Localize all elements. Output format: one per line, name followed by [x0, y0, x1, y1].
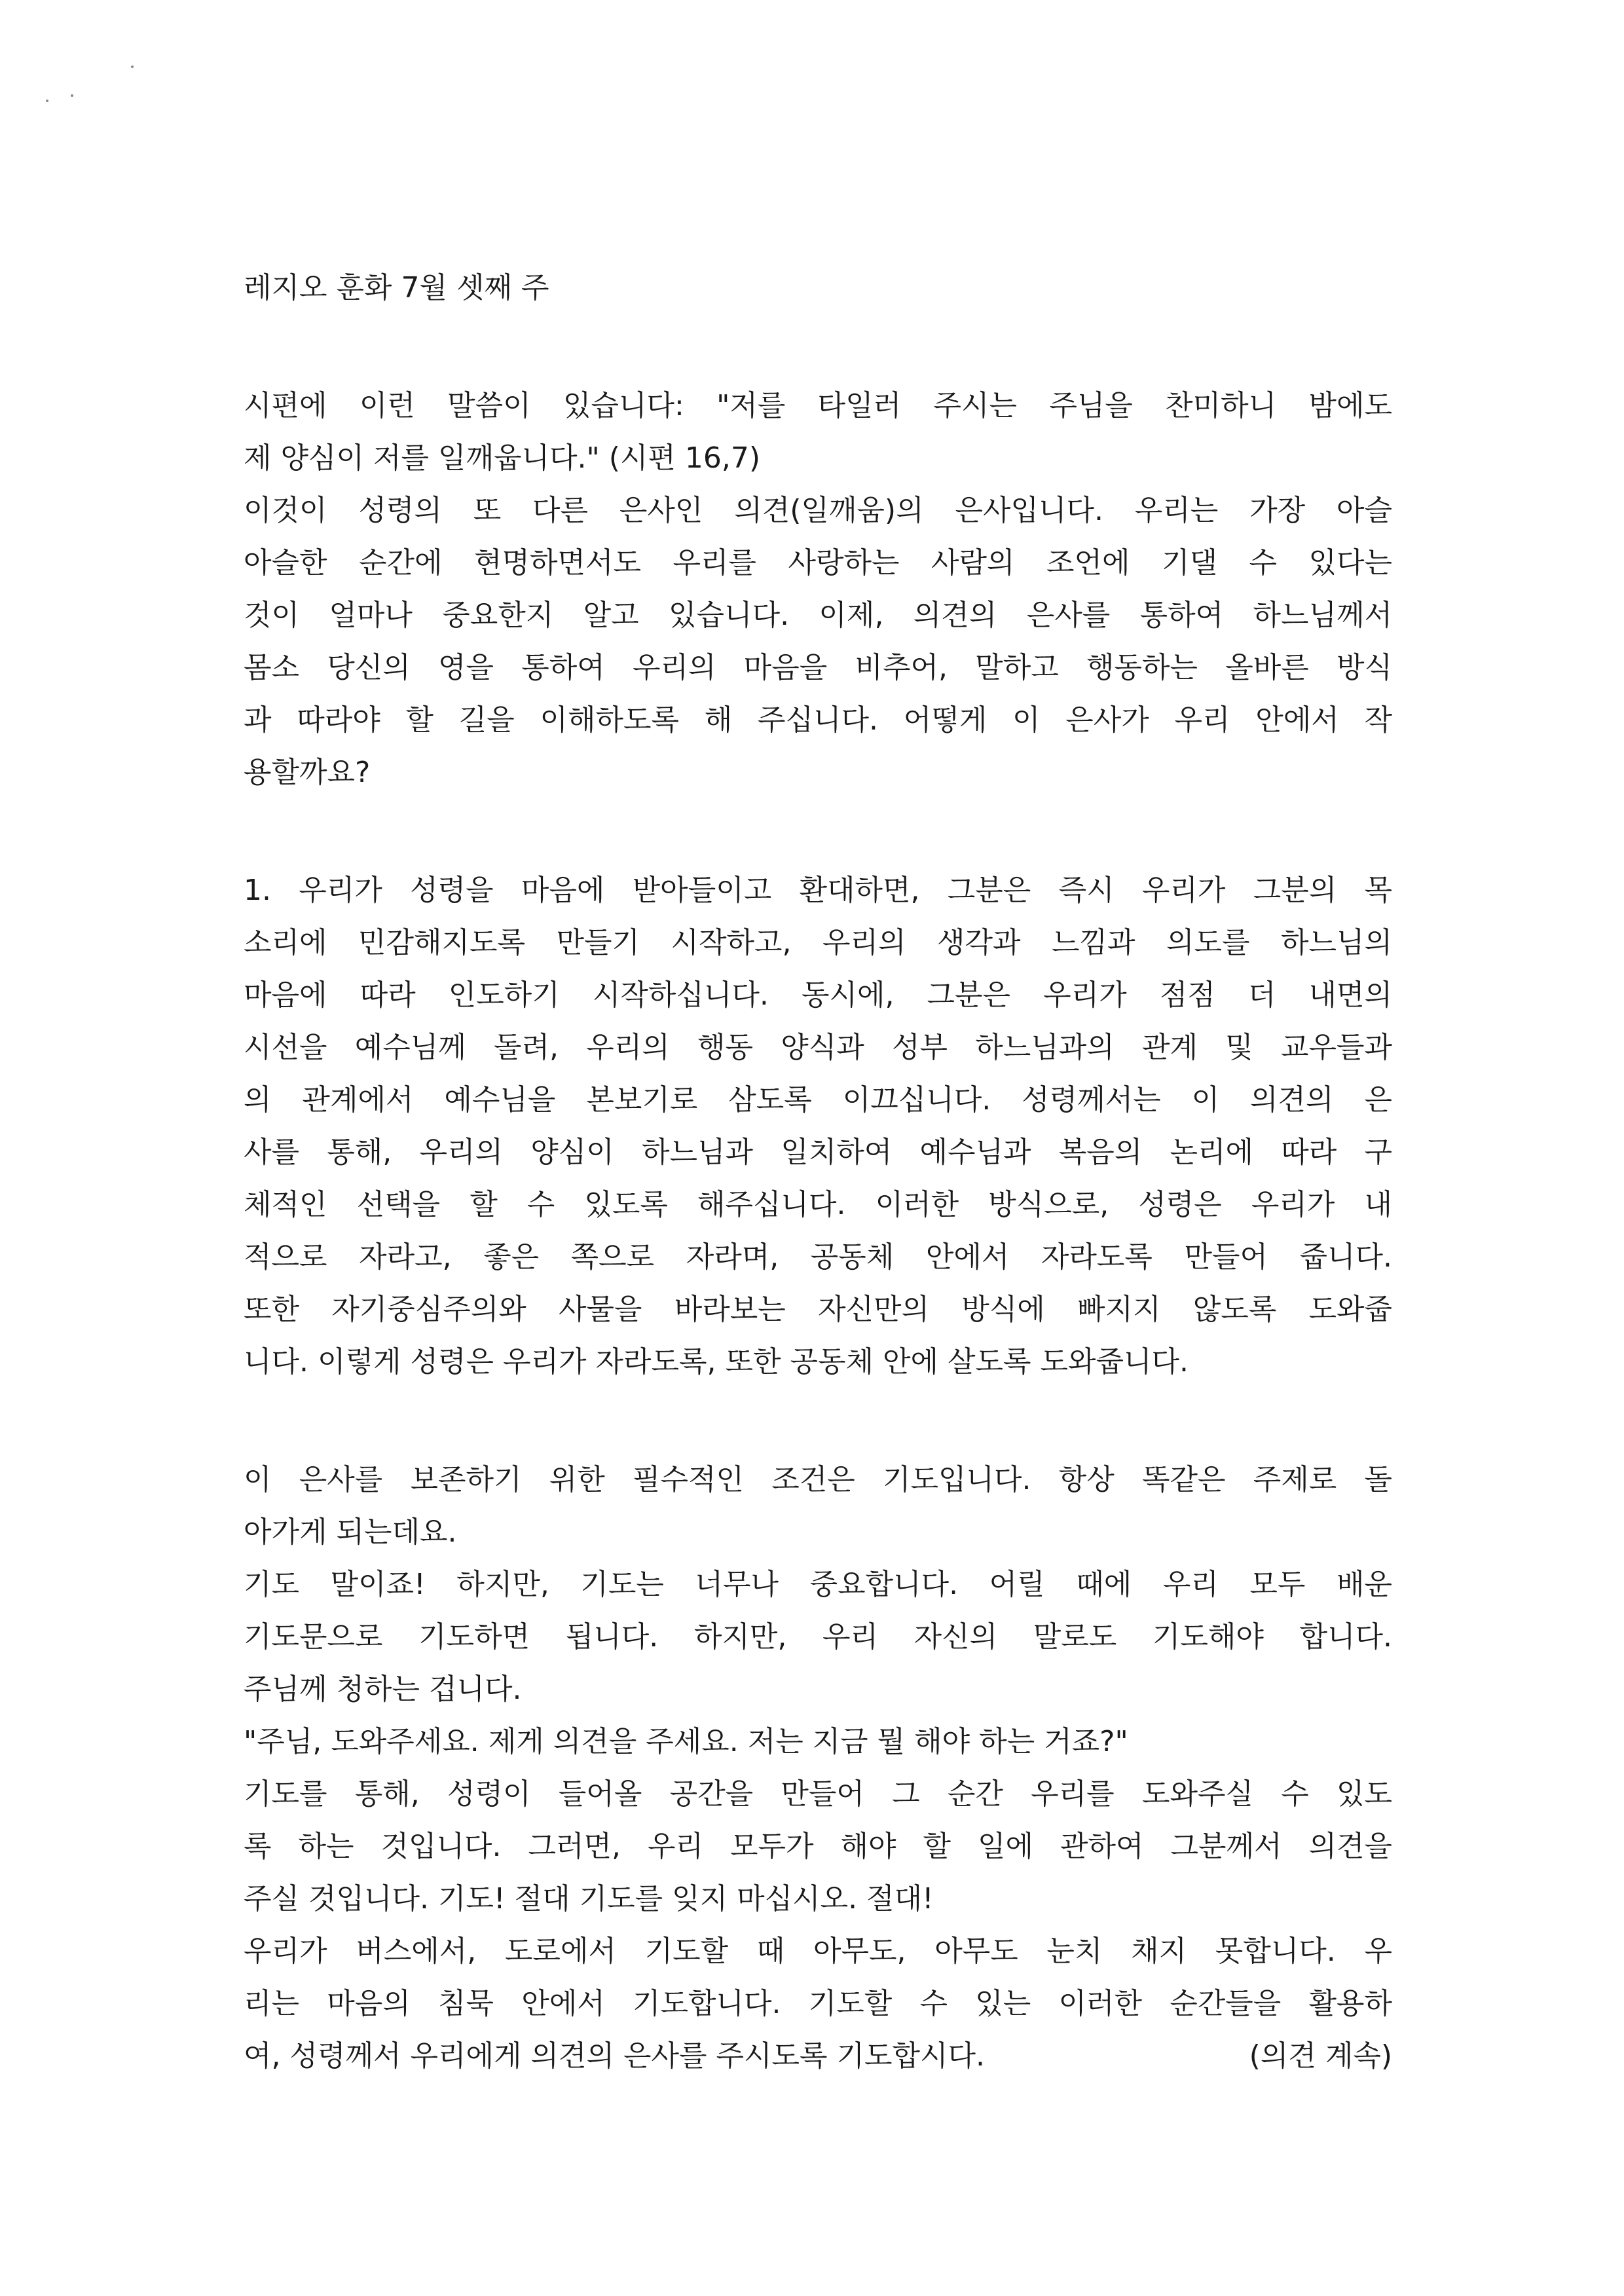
paragraph-gap	[244, 799, 1392, 864]
text-line: 것이 얼마나 중요한지 알고 있습니다. 이제, 의견의 은사를 통하여 하느님께서	[244, 599, 1392, 632]
closing-line	[244, 2030, 1392, 2083]
text-line: 사를 통해, 우리의 양심이 하느님과 일치하여 예수님과 복음의 논리에 따라 구	[244, 1136, 1392, 1169]
text-line: 주실 것입니다. 기도! 절대 기도를 잊지 마십시오. 절대!	[244, 1882, 934, 1916]
text-line: 이것이 성령의 또 다른 은사인 의견(일깨움)의 은사입니다. 우리는 가장 아슬	[244, 494, 1392, 527]
text-line: 아가게 되는데요.	[244, 1515, 457, 1549]
paragraph	[244, 864, 1392, 1388]
text-line: 우리가 버스에서, 도로에서 기도할 때 아무도, 아무도 눈치 채지 못합니다. 우	[244, 1935, 1392, 1968]
paragraph	[244, 380, 1392, 799]
text-line: 1. 우리가 성령을 마음에 받아들이고 환대하면, 그분은 즉시 우리가 그분의 목	[244, 874, 1392, 907]
scan-dot	[46, 100, 48, 102]
text-line: 용할까요?	[244, 756, 371, 789]
closing-text: 여, 성령께서 우리에게 의견의 은사를 주시도록 기도합시다.	[244, 2039, 985, 2073]
text-line: 마음에 따라 인도하기 시작하십니다. 동시에, 그분은 우리가 점점 더 내면의	[244, 978, 1392, 1012]
text-line: 록 하는 것입니다. 그러면, 우리 모두가 해야 할 일에 관하여 그분께서 의견을	[244, 1830, 1392, 1863]
scan-dot	[131, 65, 134, 68]
text-line: 기도 말이죠! 하지만, 기도는 너무나 중요합니다. 어릴 때에 우리 모두 배운	[244, 1568, 1392, 1601]
text-line: 이 은사를 보존하기 위한 필수적인 조건은 기도입니다. 항상 똑같은 주제로 돌	[244, 1463, 1392, 1496]
text-line: 시편에 이런 말씀이 있습니다: "저를 타일러 주시는 주님을 찬미하니 밤에도	[244, 389, 1392, 422]
text-line: "주님, 도와주세요. 제게 의견을 주세요. 저는 지금 뭘 해야 하는 거죠?"	[244, 1725, 1128, 1758]
text-line: 기도문으로 기도하면 됩니다. 하지만, 우리 자신의 말로도 기도해야 합니다.	[244, 1620, 1392, 1654]
text-line: 시선을 예수님께 돌려, 우리의 행동 양식과 성부 하느님과의 관계 및 교우들과	[244, 1031, 1392, 1064]
text-line: 의 관계에서 예수님을 본보기로 삼도록 이끄십니다. 성령께서는 이 의견의 은	[244, 1083, 1392, 1117]
paragraph	[244, 1454, 1392, 2030]
document-page	[244, 262, 1392, 2083]
text-line: 적으로 자라고, 좋은 쪽으로 자라며, 공동체 안에서 자라도록 만들어 줍니다.	[244, 1240, 1393, 1274]
scan-marks	[39, 52, 170, 118]
text-line: 기도를 통해, 성령이 들어올 공간을 만들어 그 순간 우리를 도와주실 수 있도	[244, 1777, 1392, 1811]
paragraph-gap	[244, 1388, 1392, 1454]
text-line: 또한 자기중심주의와 사물을 바라보는 자신만의 방식에 빠지지 않도록 도와줍	[244, 1293, 1392, 1326]
text-line: 리는 마음의 침묵 안에서 기도합니다. 기도할 수 있는 이러한 순간들을 활용하	[244, 1987, 1392, 2020]
text-line: 체적인 선택을 할 수 있도록 해주십니다. 이러한 방식으로, 성령은 우리가 내	[244, 1188, 1392, 1221]
text-line: 니다. 이렇게 성령은 우리가 자라도록, 또한 공동체 안에 살도록 도와줍니다.	[244, 1345, 1189, 1379]
document-body	[244, 380, 1392, 2030]
text-line: 아슬한 순간에 현명하면서도 우리를 사랑하는 사람의 조언에 기댈 수 있다는	[244, 546, 1392, 580]
text-line: 주님께 청하는 겁니다.	[244, 1673, 522, 1706]
text-line: 소리에 민감해지도록 만들기 시작하고, 우리의 생각과 느낌과 의도를 하느님의	[244, 926, 1392, 959]
document-title: 레지오 훈화 7월 셋째 주	[244, 271, 549, 305]
text-line: 제 양심이 저를 일깨웁니다." (시편 16,7)	[244, 441, 761, 475]
text-line: 몸소 당신의 영을 통하여 우리의 마음을 비추어, 말하고 행동하는 올바른 방식	[244, 651, 1392, 684]
text-line: 과 따라야 할 길을 이해하도록 해 주십니다. 어떻게 이 은사가 우리 안에서 작	[244, 703, 1392, 737]
continued-note: (의견 계속)	[1249, 2039, 1392, 2073]
scan-dot	[71, 94, 73, 97]
